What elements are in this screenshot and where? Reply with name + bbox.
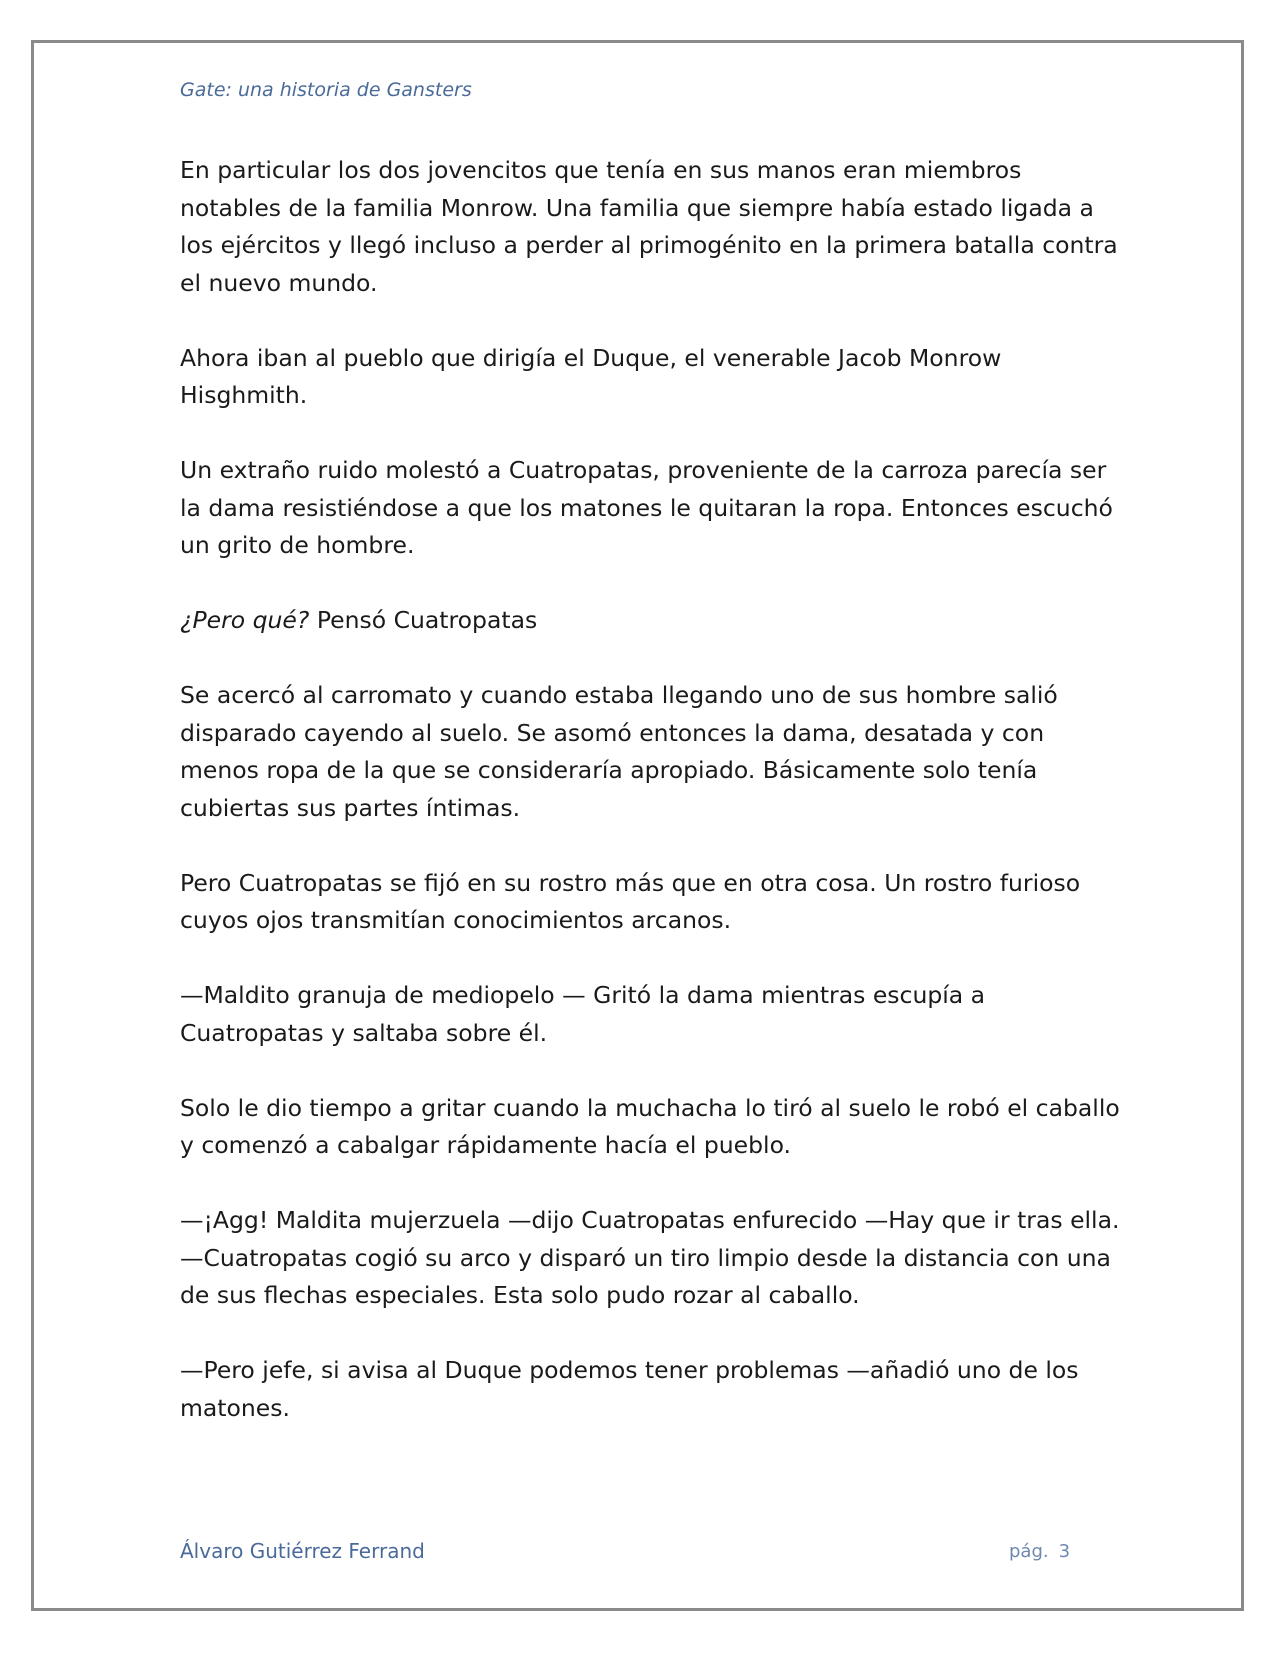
paragraph: En particular los dos jovencitos que tenía en sus manos eran miembros notables de la familia Monrow. Una familia que siempre había estado ligada a los ejércitos y llegó incluso a perder al primogénito en la primera batalla contra el nuevo mundo.	[180, 156, 1118, 297]
footer-author: Álvaro Gutiérrez Ferrand	[180, 1539, 425, 1563]
page-header-title: Gate: una historia de Gansters	[180, 79, 472, 101]
paragraph: Se acercó al carromato y cuando estaba llegando uno de sus hombre salió disparado cayendo al suelo. Se asomó entonces la dama, desatada y con menos ropa de la que se consideraría apropiado. Básicamente solo tenía cubiertas sus partes íntimas.	[180, 681, 1058, 822]
footer-page-number	[1009, 1541, 1070, 1562]
paragraph: —Maldito granuja de mediopelo — Gritó la dama mientras escupía a Cuatropatas y saltaba sobre él.	[180, 981, 986, 1047]
document-page	[31, 40, 1244, 1611]
paragraph-thought	[180, 602, 1120, 640]
page-number: 3	[1058, 1541, 1071, 1562]
paragraph: —Pero jefe, si avisa al Duque podemos tener problemas —añadió uno de los matones.	[180, 1356, 1079, 1422]
paragraph: Pero Cuatropatas se fijó en su rostro más que en otra cosa. Un rostro furioso cuyos ojos transmitían conocimientos arcanos.	[180, 868, 1081, 934]
paragraph: Ahora iban al pueblo que dirigía el Duque, el venerable Jacob Monrow Hisghmith.	[180, 343, 1002, 409]
paragraph: Un extraño ruido molestó a Cuatropatas, proveniente de la carroza parecía ser la dama resistiéndose a que los matones le quitaran la ropa. Entonces escuchó un grito de hombre.	[180, 456, 1113, 559]
page-label: pág.	[1009, 1541, 1049, 1562]
thought-italic: ¿Pero qué?	[180, 606, 310, 634]
body-text	[180, 152, 1120, 1427]
thought-rest: Pensó Cuatropatas	[309, 606, 538, 634]
paragraph: Solo le dio tiempo a gritar cuando la muchacha lo tiró al suelo le robó el caballo y comenzó a cabalgar rápidamente hacía el pueblo.	[180, 1093, 1120, 1159]
paragraph: —¡Agg! Maldita mujerzuela —dijo Cuatropatas enfurecido —Hay que ir tras ella. —Cuatropatas cogió su arco y disparó un tiro limpio desde la distancia con una de sus flechas especiales. Esta solo pudo rozar al caballo.	[180, 1206, 1120, 1309]
